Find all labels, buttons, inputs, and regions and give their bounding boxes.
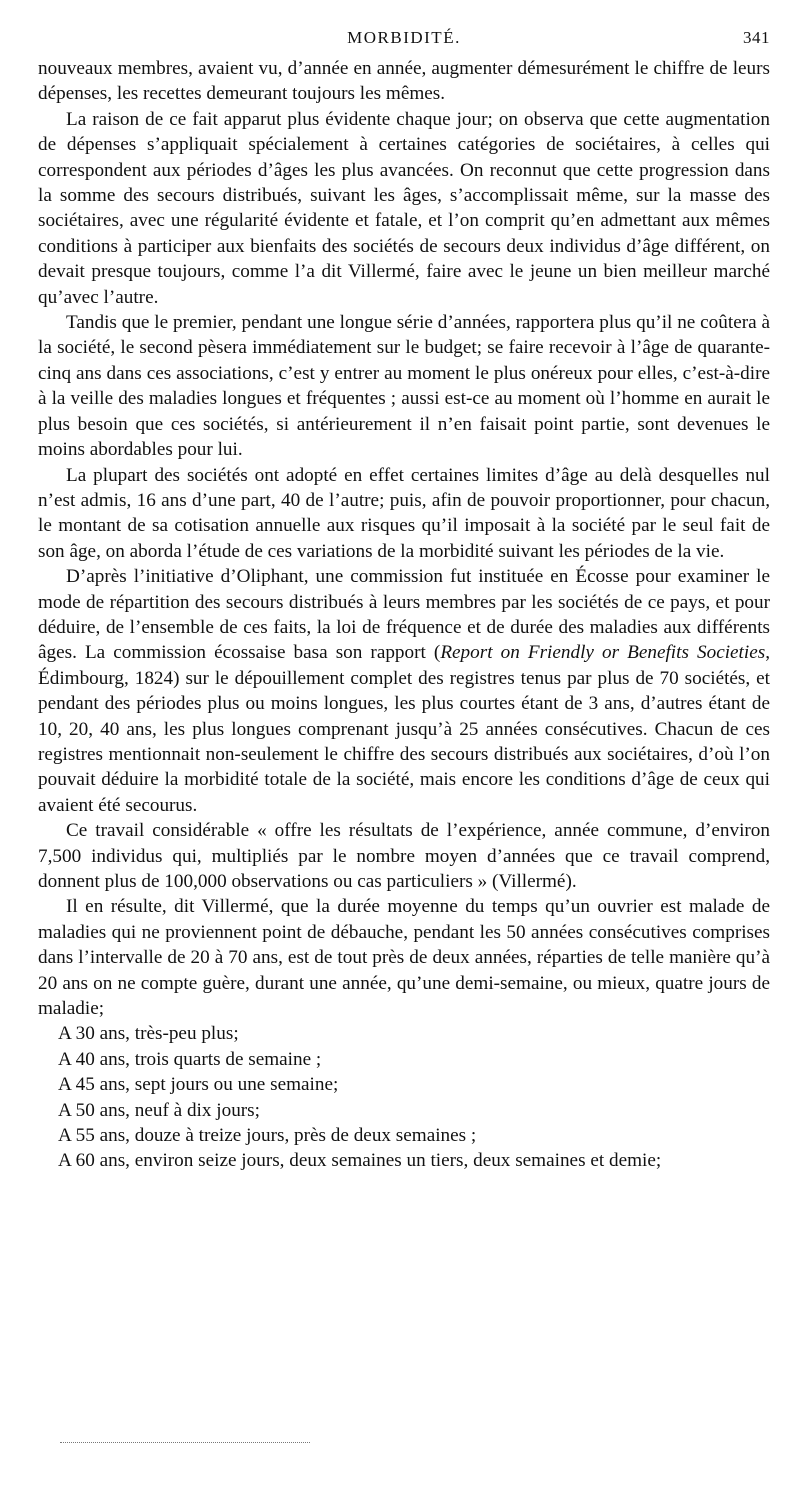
paragraph: nouveaux membres, avaient vu, d’année en année, augmenter démesurément le chiffre de leurs dépenses, les recettes demeurant toujours les mêmes. [38,58,770,105]
paragraph: Ce travail considérable « offre les résultats de l’expérience, année commune, d’environ 7,500 individus qui, multipliés par le nombre moyen d’années que ce travail comprend, donnent plus de 100,000 observations ou cas particuliers » (Villermé). [38,820,770,892]
running-head [38,24,770,56]
list-item: A 45 ans, sept jours ou une semaine; [58,1074,339,1096]
list-item: A 50 ans, neuf à dix jours; [58,1099,260,1121]
report-title: Report on Friendly or Benefits Societies [440,642,766,664]
paragraph: La raison de ce fait apparut plus évidente chaque jour; on observa que cette augmentation de dépenses s’appliquait spécialement à certaines catégories de sociétaires, à celles qui correspondent aux périodes d’âges les plus avancées. On reconnut que cette progression dans la somme des secours distribués, suivant les âges, s’accomplissait même, sur la masse des sociétaires, avec une régularité évidente et fatale, et l’on comprit qu’en admettant aux mêmes conditions à participer aux bienfaits des sociétés de secours deux individus d’âge différent, on devait presque toujours, comme l’a dit Villermé, faire avec le jeune un bien meilleur marché qu’avec l’autre. [38,108,770,308]
list-item: A 30 ans, très-peu plus; [58,1023,239,1045]
list-item: A 40 ans, trois quarts de semaine ; [58,1048,322,1070]
list-item: A 55 ans, douze à treize jours, près de deux semaines ; [58,1125,477,1147]
paragraph [38,564,770,818]
footer-rule [60,1442,310,1443]
page-number: 341 [743,28,770,47]
paragraph: Il en résulte, dit Villermé, que la durée moyenne du temps qu’un ouvrier est malade de maladies qui ne proviennent point de débauche, pendant les 50 années consécutives comprises dans l’intervalle de 20 à 70 ans, est de tout près de deux années, réparties de telle manière qu’à 20 ans on ne compte guère, durant une année, qu’une demi-semaine, ou mieux, quatre jours de maladie; [38,896,770,1020]
body-text [38,56,770,1021]
age-list [38,1021,770,1173]
paragraph-text: D’après l’initiative d’Oliphant, une commission fut instituée en Écosse pour examiner le mode de répartition des secours distribués à leurs membres par les sociétés de ce pays, et pour déduire, de l’ensemble de ces faits, la loi de fréquence et de durée des maladies aux différents âges. La commission écossaise basa son rapport ( [38,566,770,664]
page [38,24,770,1174]
running-title: MORBIDITÉ. [347,28,461,47]
list-item: A 60 ans, environ seize jours, deux semaines un tiers, deux semaines et demie; [58,1150,662,1172]
paragraph: Tandis que le premier, pendant une longue série d’années, rapportera plus qu’il ne coûtera à la société, le second pèsera immédiatement sur le budget; se faire recevoir à l’âge de quarante-cinq ans dans ces associations, c’est y entrer au moment le plus onéreux pour elles, c’est-à-dire à la veille des maladies longues et fréquentes ; aussi est-ce au moment où l’homme en aurait le plus besoin que ces sociétés, si antérieurement il n’en faisait point partie, sont devenues le moins abordables pour lui. [38,312,770,461]
paragraph: La plupart des sociétés ont adopté en effet certaines limites d’âge au delà desquelles nul n’est admis, 16 ans d’une part, 40 de l’autre; puis, afin de pouvoir proportionner, pour chacun, le montant de sa cotisation annuelle aux risques qu’il imposait à la société par le seul fait de son âge, on aborda l’étude de ces variations de la morbidité suivant les périodes de la vie. [38,464,770,562]
paragraph-text: , Édimbourg, 1824) sur le dépouillement complet des registres tenus par plus de 70 sociétés, et pendant des périodes plus ou moins longues, les plus courtes étant de 3 ans, d’autres étant de 10, 20, 40 ans, les plus longues comprenant jusqu’à 25 années consécutives. Chacun de ces registres mentionnait non-seulement le chiffre des secours distribués aux sociétaires, d’où l’on pouvait déduire la morbidité totale de la société, mais encore les conditions d’âge de ceux qui avaient été secourus. [38,642,771,816]
